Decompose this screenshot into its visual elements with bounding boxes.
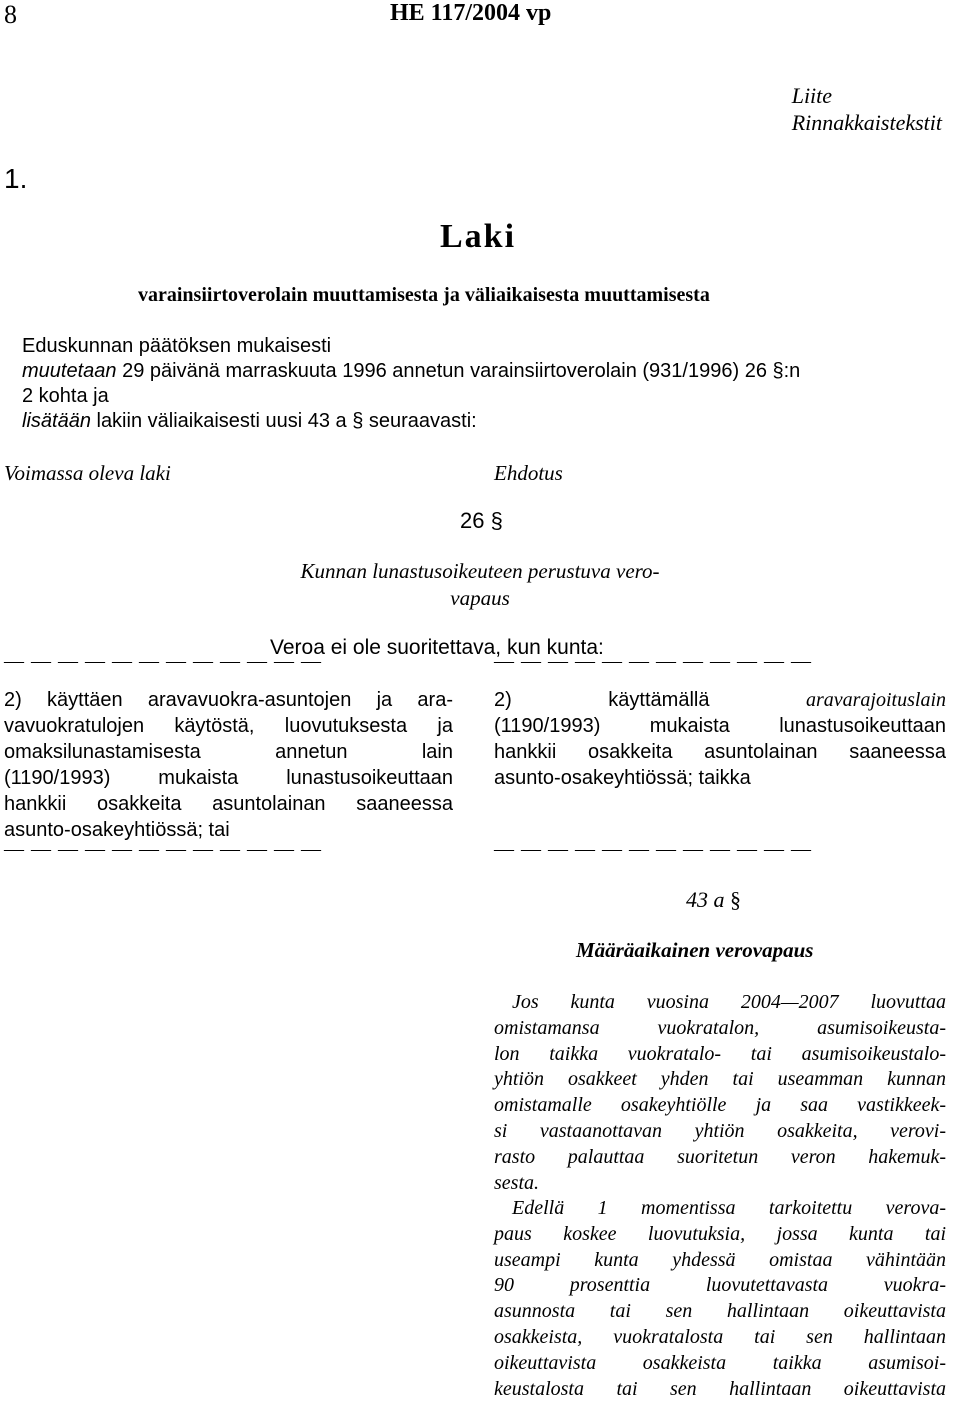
paragraph-2-line: oikeuttavista osakkeista taikka asumisoi- (494, 1351, 946, 1374)
section-26-number: 26 (460, 508, 485, 533)
muutetaan-rest: 29 päivänä marraskuuta 1996 annetun varainsiirtoverolain (931/1996) 26 (116, 360, 773, 382)
appendix-subtitle: Rinnakkaistekstit (791, 110, 942, 135)
paragraph-2-line: keustalosta tai sen hallintaan oikeuttavista (494, 1377, 946, 1400)
paragraph-1-line: sesta. (494, 1171, 539, 1194)
law-title: Laki (440, 218, 517, 255)
lisataan-rest: lakiin väliaikaisesti uusi 43 a (90, 410, 353, 432)
law-number: 1. (4, 163, 28, 194)
paragraph-2-line: paus koskee luovutuksia, jossa kunta tai (494, 1222, 946, 1245)
left-item-2-line: omaksilunastamisesta annetun lain (4, 741, 453, 763)
aravarajoituslain-term: aravarajoituslain (805, 689, 946, 711)
document-id: HE 117/2004 vp (390, 0, 552, 26)
left-item-2-line: (1190/1993) mukaista lunastusoikeuttaan (4, 767, 453, 789)
section-26-title-line-2: vapaus (450, 586, 510, 610)
intro-line-4 (22, 409, 477, 433)
section-sign: § (772, 360, 784, 382)
appendix-title: Liite (791, 83, 833, 108)
left-column-heading: Voimassa oleva laki (4, 461, 171, 485)
left-item-2-line: vavuokratulojen käytöstä, luovutuksesta ja (4, 715, 453, 737)
section-26-title (240, 558, 720, 612)
section-26-title-line-1: Kunnan lunastusoikeuteen perustuva vero- (300, 559, 660, 583)
section-26-intro: Veroa ei ole suoritettava, kun kunta: (270, 636, 604, 659)
paragraph-2-line: useampi kunta yhdessä omistaa vähintään (494, 1248, 946, 1271)
section-43a-paragraph-2 (494, 1195, 946, 1401)
section-26-heading (460, 508, 503, 534)
paragraph-2-line: asunnosta tai sen hallintaan oikeuttavista (494, 1300, 946, 1323)
right-item-2-line: (1190/1993) mukaista lunastusoikeuttaan (494, 715, 946, 737)
section-sign: § (730, 887, 741, 912)
left-item-2-line: 2) käyttäen aravavuokra-asuntojen ja ara- (4, 689, 453, 711)
right-item-2 (494, 687, 946, 791)
paragraph-1-line: lon taikka vuokratalo- tai asumisoikeustalo- (494, 1042, 946, 1065)
omission-dashes-right-2: — — — — — — — — — — — — (494, 838, 812, 860)
lisataan-word: lisätään (22, 410, 91, 432)
intro-line-2 (22, 359, 800, 383)
omission-dashes-left-2: — — — — — — — — — — — — (4, 838, 322, 860)
right-column-heading: Ehdotus (494, 461, 563, 485)
paragraph-1-line: si vastaanottavan yhtiön osakkeita, verovi- (494, 1119, 946, 1142)
left-item-2-line: asunto-osakeyhtiössä; tai (4, 819, 230, 841)
muutetaan-word: muutetaan (22, 360, 117, 382)
paragraph-2-line: 90 prosenttia luovutettavasta vuokra- (494, 1274, 946, 1297)
section-sign: § (490, 508, 503, 533)
left-item-2-line: hankkii osakkeita asuntolainan saaneessa (4, 793, 453, 815)
paragraph-1-line: omistamansa vuokratalon, asumisoikeusta- (494, 1016, 946, 1039)
section-43a-title: Määräaikainen verovapaus (576, 938, 814, 962)
right-item-2-line: asunto-osakeyhtiössä; taikka (494, 767, 751, 789)
intro-line-1: Eduskunnan päätöksen mukaisesti (22, 335, 332, 357)
section-43a-number: 43 a (686, 887, 725, 912)
paragraph-1-line: Jos kunta vuosina 2004—2007 luovuttaa (512, 991, 946, 1013)
law-subtitle: varainsiirtoverolain muuttamisesta ja väliaikaisesta muuttamisesta (138, 284, 710, 306)
section-43a-heading (686, 887, 741, 913)
right-item-2-prefix: 2) käyttämällä (494, 689, 806, 711)
appendix-label (792, 82, 942, 136)
section-sign: § (352, 410, 364, 432)
paragraph-1-line: yhtiön osakkeet yhden tai useamman kunnan (494, 1068, 946, 1091)
right-item-2-line: hankkii osakkeita asuntolainan saaneessa (494, 741, 946, 763)
omission-dashes-left: — — — — — — — — — — — — (4, 650, 322, 672)
left-item-2 (4, 687, 453, 843)
muutetaan-tail: :n (783, 360, 801, 382)
paragraph-1-line: rasto palauttaa suoritetun veron hakemuk- (494, 1145, 946, 1168)
paragraph-2-line: osakkeista, vuokratalosta tai sen hallintaan (494, 1325, 946, 1348)
right-item-2-line (494, 687, 946, 713)
page-number: 8 (4, 0, 17, 29)
intro-line-3: 2 kohta ja (22, 385, 109, 407)
paragraph-1-line: omistamalle osakeyhtiölle ja saa vastikkeek- (494, 1094, 946, 1117)
section-43a-paragraph-1 (494, 989, 946, 1195)
lisataan-tail: seuraavasti: (363, 410, 477, 432)
omission-dashes-right: — — — — — — — — — — — — (494, 650, 812, 672)
paragraph-2-line: Edellä 1 momentissa tarkoitettu verova- (512, 1197, 946, 1219)
